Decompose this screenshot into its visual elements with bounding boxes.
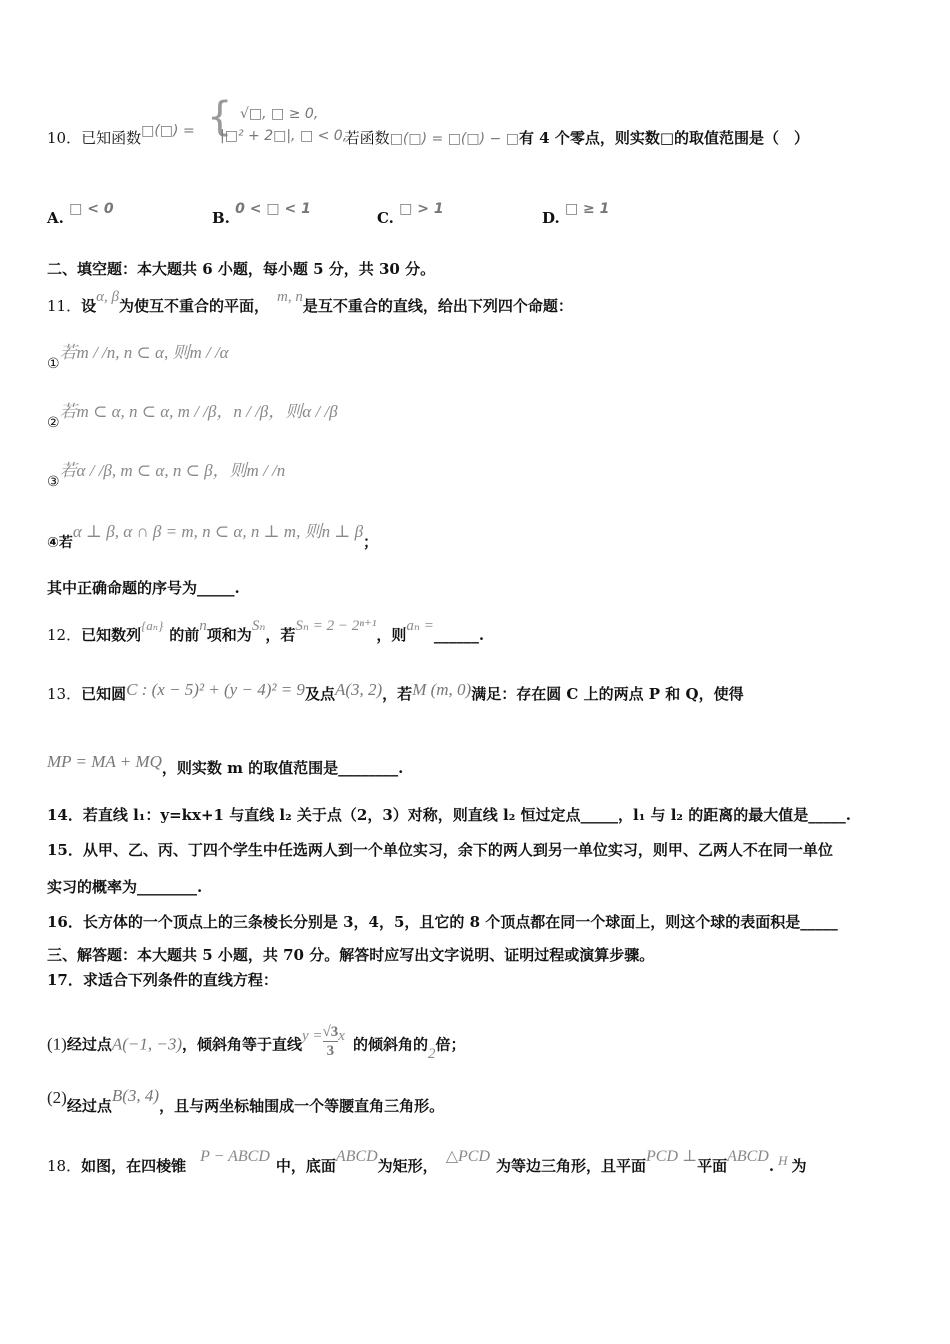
q17-p1-a: 经过点 — [66, 1035, 112, 1054]
q11-post: 是互不重合的直线，给出下列四个命题： — [302, 297, 573, 315]
q12-n: n — [199, 618, 207, 634]
q14-line: 14．若直线 l₁：y=kx+1 与直线 l₂ 关于点（2，3）对称，则直线 l₂ 恒过定点_____，l₁ 与 l₂ 的距离的最大值是_____. — [47, 806, 851, 824]
q11-prop-1 — [47, 343, 229, 374]
q13-pre: 已知圆 — [81, 685, 127, 703]
q17-p1-two: 2 — [427, 1045, 436, 1062]
q13-point-a: A(3, 2) — [334, 680, 383, 699]
q17-title: 17．求适合下列条件的直线方程： — [47, 971, 278, 989]
option-b-label: B. — [212, 209, 230, 227]
prop-4-mark: ④若 — [47, 535, 73, 551]
q18-line — [47, 1148, 807, 1177]
q12-blank[interactable]: ______. — [433, 626, 485, 644]
q12-cond: Sₙ = 2 − 2ⁿ⁺¹ — [295, 618, 377, 634]
q18-c: 为矩形， — [377, 1157, 438, 1175]
q13-circle: C : (x − 5)² + (y − 4)² = 9 — [126, 680, 305, 699]
option-c-expr: □ > 1 — [399, 201, 444, 217]
q13-point-m: M (m, 0) — [412, 680, 472, 699]
q11-prop-4 — [47, 522, 379, 553]
q17-part-2 — [47, 1086, 445, 1116]
q12-an: aₙ = — [406, 618, 434, 634]
q12-sn: Sₙ — [251, 618, 266, 634]
q18-plane2: ABCD — [727, 1148, 769, 1165]
prop-4-end: ； — [363, 533, 379, 551]
q10-case2: |□² + 2□|, □ < 0, — [220, 128, 348, 144]
option-a-expr: □ < 0 — [69, 201, 114, 217]
q13-ask: ，则实数 m 的取值范围是________. — [161, 759, 404, 777]
q10-f-name: □(□) = — [141, 123, 195, 139]
q16-line: 16．长方体的一个顶点上的三条棱长分别是 3，4，5，且它的 8 个顶点都在同一个球面上，则这个球的表面积是_____ — [47, 913, 838, 931]
q18-period: . — [768, 1157, 775, 1175]
q17-p2-point: B(3, 4) — [111, 1086, 160, 1105]
q13-post: 满足：存在圆 C 上的两点 P 和 Q，使得 — [471, 685, 744, 703]
q18-a: 如图，在四棱锥 — [81, 1157, 187, 1175]
q12-number: 12． — [47, 626, 82, 644]
q10-option-a[interactable] — [47, 201, 114, 229]
section-2-heading: 二、填空题：本大题共 6 小题，每小题 5 分，共 30 分。 — [47, 260, 436, 278]
q10-ask: 有 4 个零点，则实数□的取值范围是（ ） — [518, 129, 809, 147]
q18-triangle: △PCD — [445, 1148, 490, 1165]
prop-4-text: α ⊥ β, α ∩ β = m, n ⊂ α, n ⊥ m, 则n ⊥ β — [72, 522, 364, 541]
q10-line — [47, 123, 809, 149]
q10-piecewise-brace: { — [207, 94, 233, 140]
q11-number: 11． — [47, 297, 82, 315]
q12-mid2: 项和为 — [206, 626, 252, 644]
q10-intro: 已知函数 — [81, 129, 142, 147]
q11-ask: 其中正确命题的序号为_____. — [47, 579, 240, 597]
option-d-expr: □ ≥ 1 — [564, 201, 610, 217]
q13-mid1: 及点 — [304, 685, 335, 703]
q11-prop-3 — [47, 461, 286, 492]
q17-part-1 — [47, 1024, 466, 1064]
q11-lines: m, n — [276, 289, 303, 305]
q12-mid1: 的前 — [169, 626, 200, 644]
q18-base: ABCD — [335, 1148, 378, 1165]
section-3-heading: 三、解答题：本大题共 5 小题，共 70 分。解答时应写出文字说明、证明过程或演算步骤。 — [47, 946, 655, 964]
q18-d: 为等边三角形，且平面 — [496, 1157, 647, 1175]
q12-line — [47, 618, 485, 646]
q11-planes: α, β — [96, 289, 119, 305]
q18-pyramid: P − ABCD — [200, 1148, 270, 1165]
q12-pre: 已知数列 — [81, 626, 142, 644]
q13-number: 13． — [47, 685, 82, 703]
q10-option-b[interactable] — [212, 201, 311, 229]
q13-line-2 — [47, 752, 404, 778]
option-d-label: D. — [542, 209, 560, 227]
q17-p1-x: x — [338, 1027, 345, 1044]
q17-fraction — [323, 1023, 339, 1060]
q13-eq: MP = MA + MQ — [47, 752, 162, 771]
q12-seq: {aₙ} — [141, 618, 164, 633]
q17-p2-mark: (2) — [47, 1088, 67, 1107]
q11-line — [47, 289, 573, 317]
q10-option-c[interactable] — [377, 201, 444, 229]
q18-g: 为 — [791, 1157, 807, 1175]
prop-3-text: 若α / /β, m ⊂ α, n ⊂ β，则m / /n — [59, 461, 286, 480]
q17-frac-num: √3 — [322, 1024, 339, 1040]
q12-mid4: ，则 — [376, 626, 407, 644]
q13-line — [47, 680, 744, 704]
q11-prop-2 — [47, 402, 338, 433]
q13-mid2: ，若 — [382, 685, 413, 703]
option-c-label: C. — [377, 209, 394, 227]
prop-2-mark: ② — [47, 415, 60, 431]
q11-pre: 设 — [81, 297, 97, 315]
prop-3-mark: ③ — [47, 474, 60, 490]
q17-frac-den: 3 — [326, 1043, 335, 1059]
q11-mid: 为使互不重合的平面， — [118, 297, 269, 315]
q15-line-2: 实习的概率为________. — [47, 878, 203, 896]
prop-2-text: 若m ⊂ α, n ⊂ α, m / /β，n / /β，则α / /β — [59, 402, 338, 421]
q10-number: 10． — [47, 129, 82, 147]
q10-mid: 若函数 — [344, 129, 390, 147]
q12-mid3: ，若 — [265, 626, 296, 644]
q15-line-1: 15．从甲、乙、丙、丁四个学生中任选两人到一个单位实习，余下的两人到另一单位实习，则甲、乙两人不在同一单位 — [47, 841, 833, 859]
option-b-expr: 0 < □ < 1 — [235, 201, 311, 217]
q10-option-d[interactable] — [542, 201, 610, 229]
q17-p2-b: ，且与两坐标轴围成一个等腰直角三角形。 — [159, 1097, 445, 1115]
q18-number: 18． — [47, 1157, 82, 1175]
option-a-label: A. — [47, 209, 64, 227]
q18-plane1: PCD ⊥ — [646, 1148, 698, 1165]
q17-p1-c: 的倾斜角的 — [352, 1035, 428, 1054]
q18-h: H — [778, 1153, 788, 1168]
q17-p2-a: 经过点 — [66, 1097, 112, 1115]
q10-g-expr: □(□) = □(□) − □ — [389, 131, 519, 147]
q17-p1-point: A(−1, −3) — [111, 1034, 182, 1054]
q18-e: 平面 — [697, 1157, 728, 1175]
q17-p1-y: y = — [302, 1027, 323, 1044]
q17-p1-d: 倍； — [435, 1035, 466, 1054]
q17-p1-mark: (1) — [47, 1034, 67, 1054]
q18-b: 中，底面 — [275, 1157, 336, 1175]
prop-1-mark: ① — [47, 356, 60, 372]
q10-case1: √□, □ ≥ 0, — [240, 106, 319, 122]
prop-1-text: 若m / /n, n ⊂ α, 则m / /α — [59, 343, 229, 362]
q17-p1-b: ，倾斜角等于直线 — [182, 1035, 303, 1054]
